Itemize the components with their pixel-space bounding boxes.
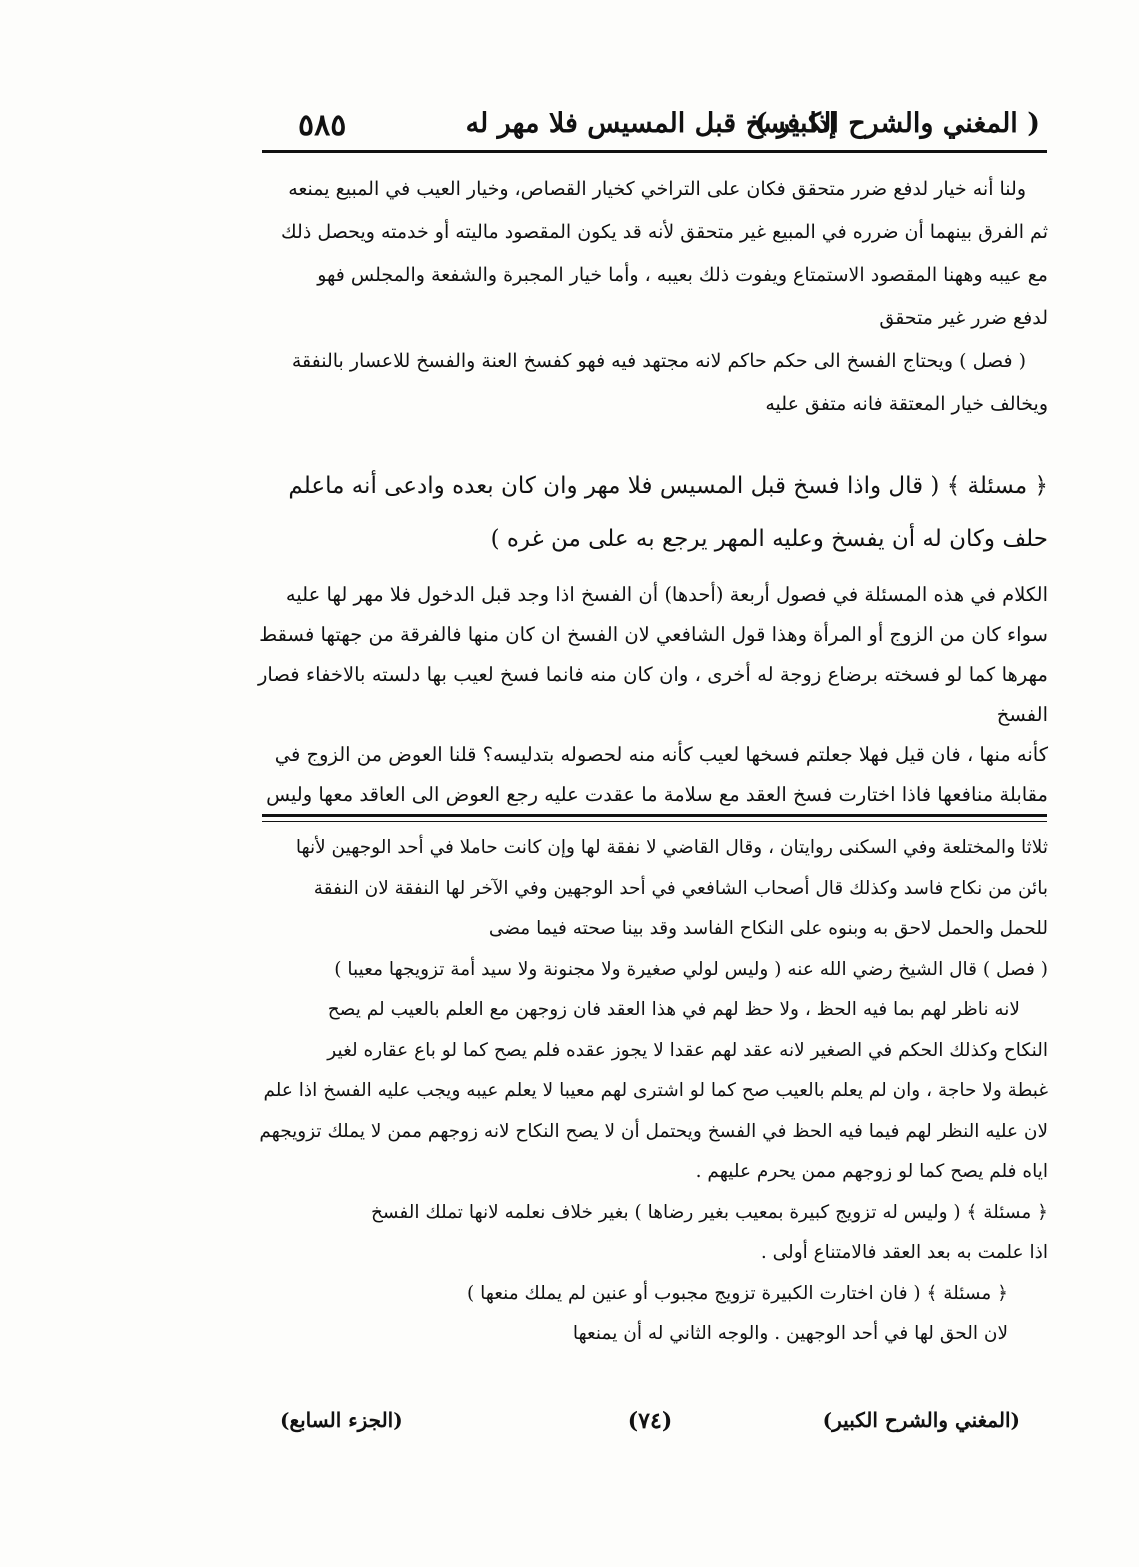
text-line: سواء كان من الزوج أو المرأة وهذا قول الشافعي لان الفسخ ان كان منها فالفرقة من جهتها فسقط	[259, 623, 1048, 646]
main-text-top	[258, 168, 1048, 426]
lower-section	[258, 828, 1048, 1355]
foot-line: النكاح وكذلك الحكم في الصغير لانه عقد لهم عقدا لا يجوز عقده فلم يصح كما لو باع عقاره لغير	[327, 1039, 1048, 1061]
signature-volume: (الجزء السابع)	[280, 1408, 403, 1432]
foot-line: بائن من نكاح فاسد وكذلك قال أصحاب الشافعي في أحد الوجهين وفي الآخر لها النفقة لان النفقة	[313, 877, 1048, 899]
masala-line: حلف وكان له أن يفسخ وعليه المهر يرجع به على من غره )	[490, 526, 1048, 552]
foot-line: ﴿ مسئلة ﴾ ( وليس له تزويج كبيرة بمعيب بغير رضاها ) بغير خلاف نعلمه لانها تملك الفسخ	[370, 1201, 1048, 1223]
text-line: ( فصل ) ويحتاج الفسخ الى حكم حاكم لانه مجتهد فيه فهو كفسخ العنة والفسخ للاعسار بالنفقة	[291, 350, 1026, 372]
main-text-commentary	[258, 575, 1048, 815]
page-number: ٥٨٥	[298, 108, 347, 143]
masala-heading	[258, 460, 1048, 566]
foot-line: ثلاثا والمختلعة وفي السكنى روايتان ، وقال القاضي لا نفقة لها وإن كانت حاملا في أحد الوجهين لأنها	[295, 837, 1048, 858]
foot-line: للحمل والحمل لاحق به وبنوه على النكاح الفاسد وقد بينا صحته فيما مضى	[488, 918, 1048, 939]
text-line: ثم الفرق بينهما أن ضرره في المبيع غير متحقق لأنه قد يكون المقصود ماليته أو خدمته ويحصل ذلك	[281, 221, 1048, 243]
foot-line: غبطة ولا حاجة ، وان لم يعلم بالعيب صح كما لو اشترى لهم معيبا لا يعلم عيبه ويجب عليه الفسخ اذا علم	[263, 1080, 1048, 1101]
header-rule	[262, 150, 1047, 153]
signature-number: (٧٤)	[627, 1408, 673, 1434]
text-line: لدفع ضرر غير متحقق	[879, 307, 1048, 329]
foot-line: لان الحق لها في أحد الوجهين . والوجه الثاني له أن يمنعها	[572, 1323, 1008, 1344]
page-signature	[280, 1408, 1020, 1448]
text-line: كأنه منها ، فان قيل فهلا جعلتم فسخها لعيب كأنه منه لحصوله بتدليسه؟ قلنا العوض من الزوج في	[274, 743, 1048, 766]
text-line: الكلام في هذه المسئلة في فصول أربعة (أحدها) أن الفسخ اذا وجد قبل الدخول فلا مهر لها عليه	[285, 583, 1048, 606]
text-line: ويخالف خيار المعتقة فانه متفق عليه	[765, 393, 1048, 415]
foot-line: اياه فلم يصح كما لو زوجهم ممن يحرم عليهم .	[695, 1161, 1048, 1182]
masala-line: ﴿ مسئلة ﴾ ( قال واذا فسخ قبل المسيس فلا مهر وان كان بعده وادعى أنه ماعلم	[288, 473, 1048, 499]
text-line: مع عيبه وههنا المقصود الاستمتاع ويفوت ذلك بعيبه ، وأما خيار المجبرة والشفعة والمجلس فهو	[317, 264, 1048, 286]
foot-line: ( فصل ) قال الشيخ رضي الله عنه ( وليس لولي صغيرة ولا مجنونة ولا سيد أمة تزويجها معيبا )	[334, 958, 1048, 980]
signature-book: (المغني والشرح الكبير)	[822, 1408, 1020, 1432]
foot-line: اذا علمت به بعد العقد فالامتناع أولى .	[760, 1242, 1048, 1263]
foot-line: لانه ناظر لهم بما فيه الحظ ، ولا حظ لهم في هذا العقد فان زوجهن مع العلم بالعيب لم يصح	[327, 999, 1020, 1020]
foot-line: ﴿ مسئلة ﴾ ( فان اختارت الكبيرة تزويج مجبوب أو عنين لم يملك منعها )	[467, 1282, 1008, 1304]
running-title: إذا فسخ قبل المسيس فلا مهر له	[465, 108, 837, 139]
text-line: ولنا أنه خيار لدفع ضرر متحقق فكان على التراخي كخيار القصاص، وخيار العيب في المبيع يمنعه	[288, 178, 1026, 200]
text-line: مهرها كما لو فسخته برضاع زوجة له أخرى ، وان كان منه فانما فسخ لعيب بها دلسته بالاخفاء فصار الفسخ	[258, 663, 1048, 726]
book-title: ( المغني والشرح الكبير )	[754, 108, 1040, 139]
page-header	[262, 108, 1040, 148]
text-line: مقابلة منافعها فاذا اختارت فسخ العقد مع سلامة ما عقدت عليه رجع العوض الى العاقد معها وليس	[266, 783, 1048, 806]
section-divider	[262, 814, 1047, 822]
foot-line: لان عليه النظر لهم فيما فيه الحظ في الفسخ ويحتمل أن لا يصح النكاح لانه زوجهم ممن لا يملك تزويجهم	[259, 1120, 1048, 1142]
